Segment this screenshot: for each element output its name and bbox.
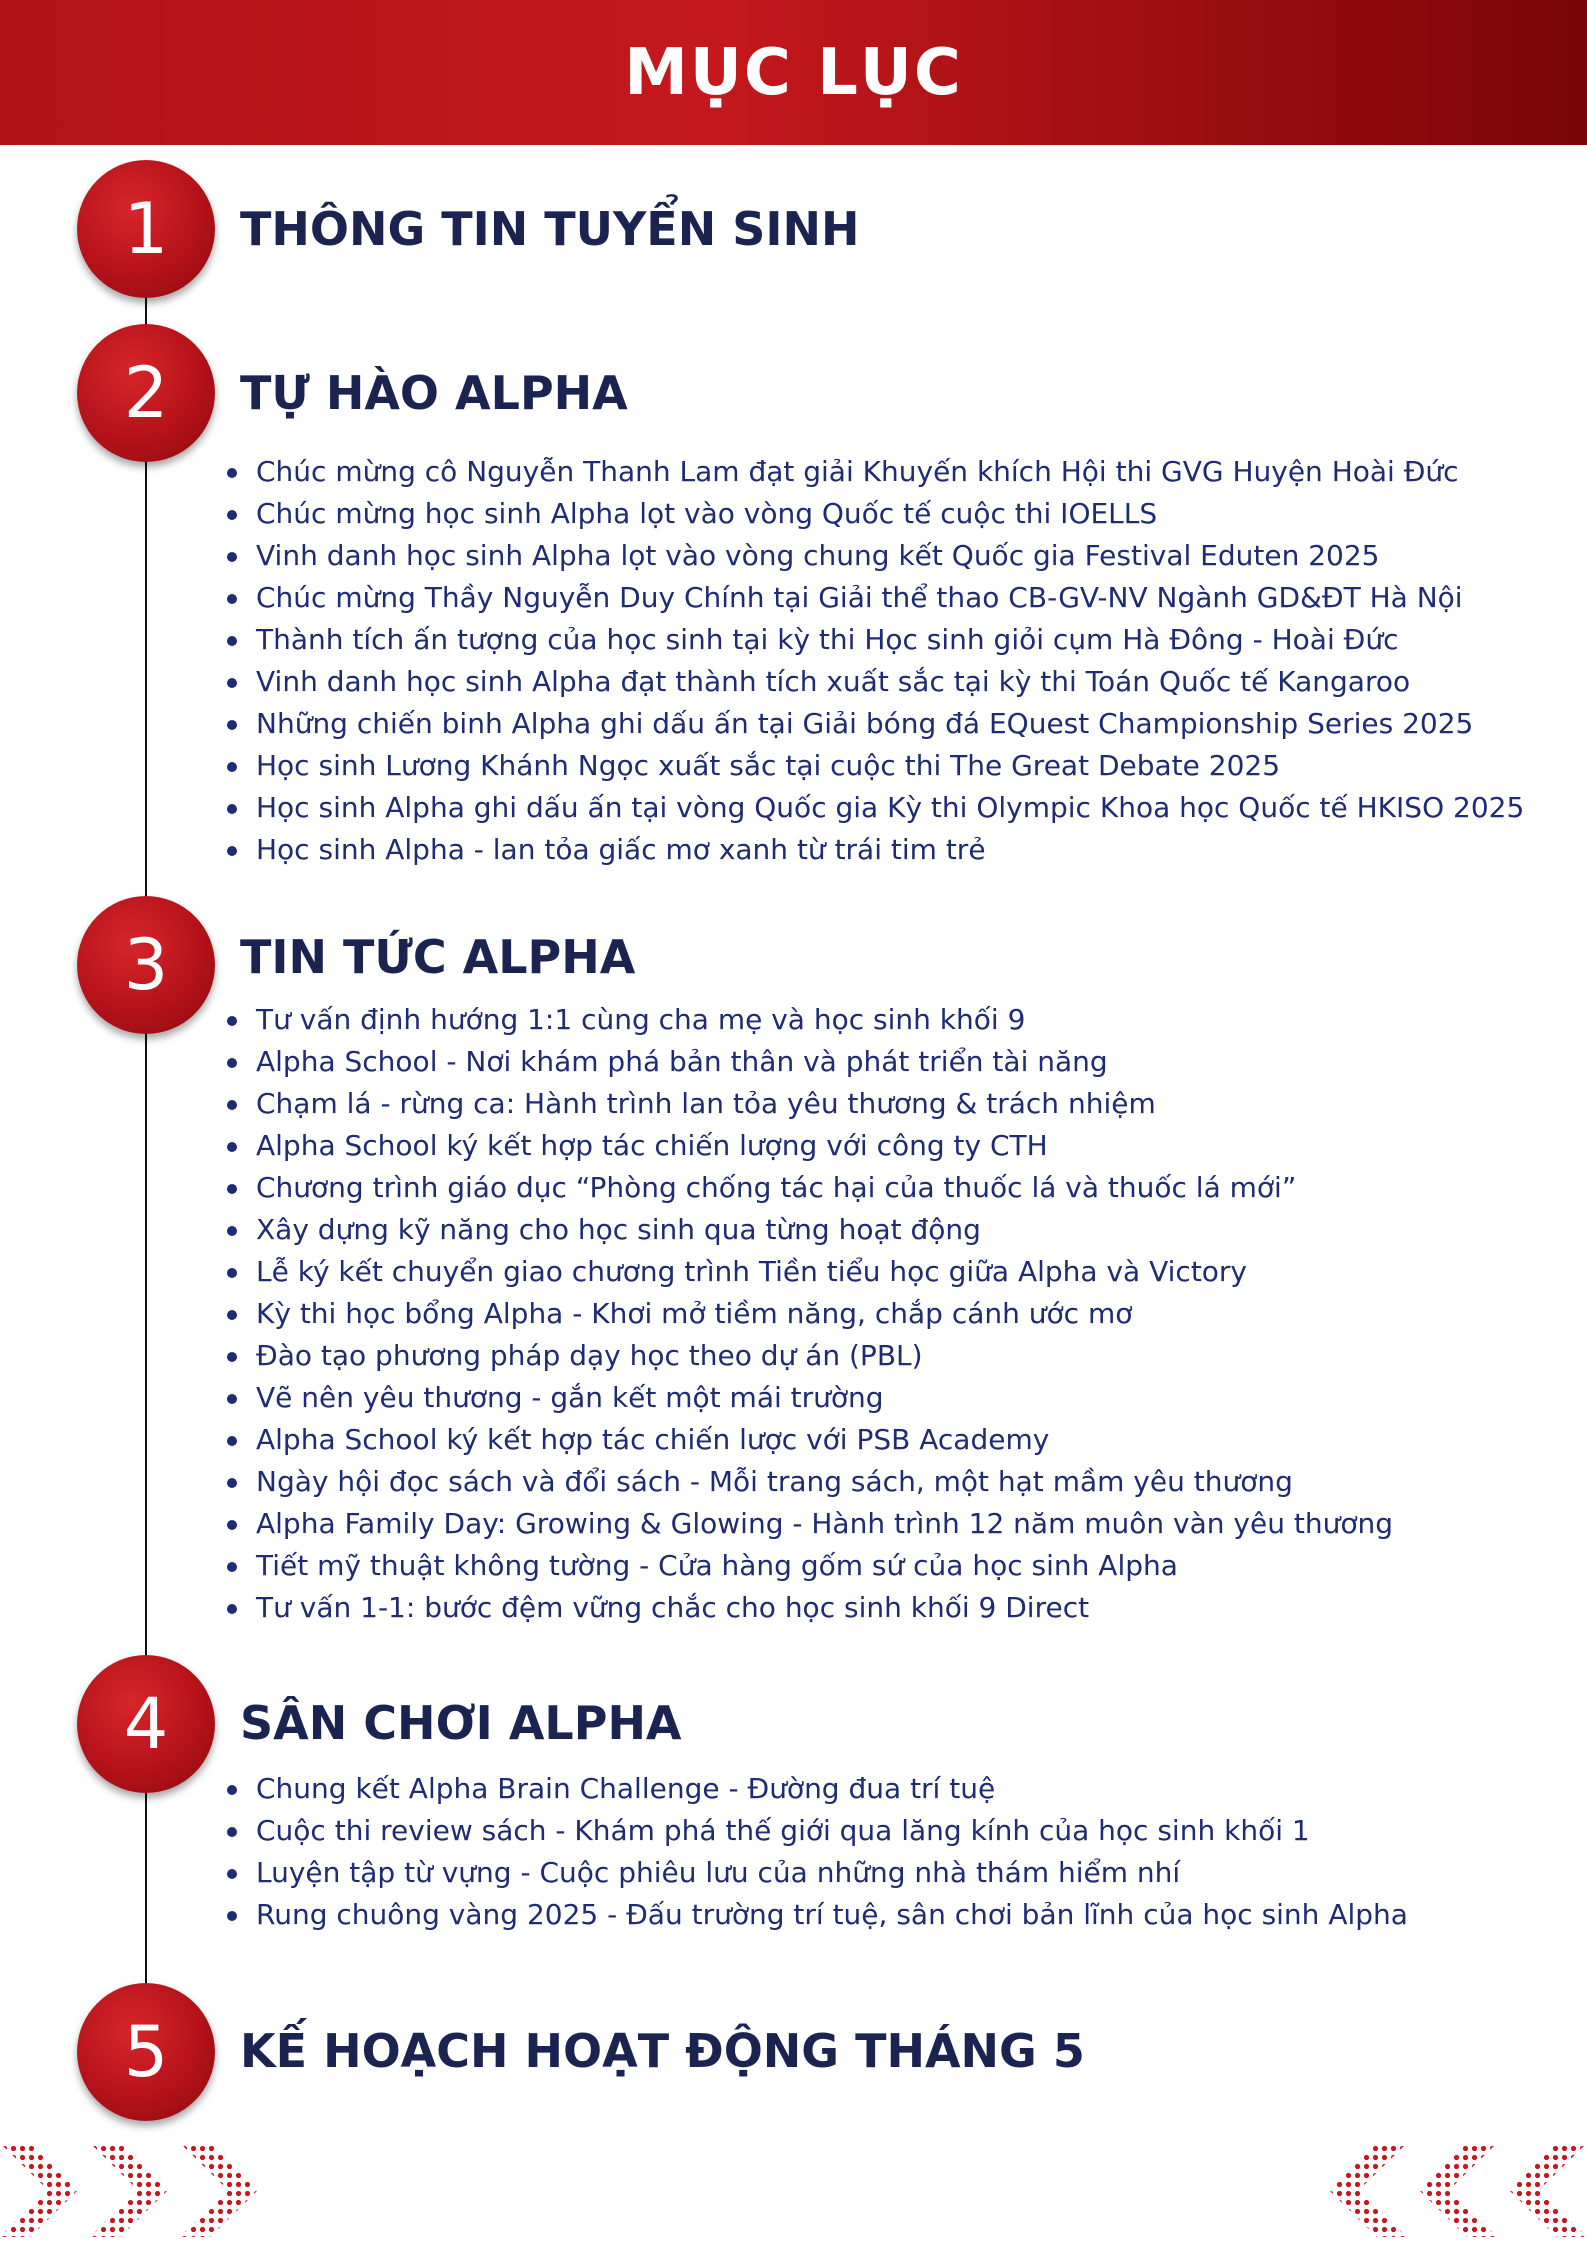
section-heading[interactable]: KẾ HOẠCH HOẠT ĐỘNG THÁNG 5 xyxy=(240,2024,1085,2078)
section-heading[interactable]: TIN TỨC ALPHA xyxy=(240,930,636,984)
list-item[interactable]: Xây dựng kỹ năng cho học sinh qua từng hoạt động xyxy=(220,1209,1393,1251)
list-item[interactable]: Alpha Family Day: Growing & Glowing - Hành trình 12 năm muôn vàn yêu thương xyxy=(220,1503,1393,1545)
list-item[interactable]: Chúc mừng học sinh Alpha lọt vào vòng Quốc tế cuộc thi IOELLS xyxy=(220,493,1524,535)
list-item[interactable]: Alpha School - Nơi khám phá bản thân và phát triển tài năng xyxy=(220,1041,1393,1083)
list-item[interactable]: Chung kết Alpha Brain Challenge - Đường đua trí tuệ xyxy=(220,1768,1408,1810)
section-item-list xyxy=(220,1768,1408,1936)
list-item[interactable]: Chương trình giáo dục “Phòng chống tác hại của thuốc lá và thuốc lá mới” xyxy=(220,1167,1393,1209)
dotted-chevron-decoration-right xyxy=(1317,2135,1587,2245)
list-item[interactable]: Kỳ thi học bổng Alpha - Khơi mở tiềm năng, chắp cánh ước mơ xyxy=(220,1293,1393,1335)
list-item[interactable]: Vẽ nên yêu thương - gắn kết một mái trường xyxy=(220,1377,1393,1419)
list-item[interactable]: Tư vấn 1-1: bước đệm vững chắc cho học sinh khối 9 Direct xyxy=(220,1587,1393,1629)
list-item[interactable]: Những chiến binh Alpha ghi dấu ấn tại Giải bóng đá EQuest Championship Series 2025 xyxy=(220,703,1524,745)
list-item[interactable]: Luyện tập từ vựng - Cuộc phiêu lưu của những nhà thám hiểm nhí xyxy=(220,1852,1408,1894)
list-item[interactable]: Học sinh Alpha ghi dấu ấn tại vòng Quốc gia Kỳ thi Olympic Khoa học Quốc tế HKISO 2025 xyxy=(220,787,1524,829)
section-number-badge: 3 xyxy=(77,896,215,1034)
section-heading[interactable]: TỰ HÀO ALPHA xyxy=(240,366,628,420)
list-item[interactable]: Lễ ký kết chuyển giao chương trình Tiền tiểu học giữa Alpha và Victory xyxy=(220,1251,1393,1293)
section-item-list xyxy=(220,451,1524,871)
list-item[interactable]: Chúc mừng cô Nguyễn Thanh Lam đạt giải Khuyến khích Hội thi GVG Huyện Hoài Đức xyxy=(220,451,1524,493)
section-number-badge: 5 xyxy=(77,1983,215,2121)
list-item[interactable]: Vinh danh học sinh Alpha lọt vào vòng chung kết Quốc gia Festival Eduten 2025 xyxy=(220,535,1524,577)
list-item[interactable]: Tiết mỹ thuật không tường - Cửa hàng gốm sứ của học sinh Alpha xyxy=(220,1545,1393,1587)
list-item[interactable]: Ngày hội đọc sách và đổi sách - Mỗi trang sách, một hạt mầm yêu thương xyxy=(220,1461,1393,1503)
section-number-badge: 4 xyxy=(77,1655,215,1793)
page-title: MỤC LỤC xyxy=(624,35,963,110)
header-banner xyxy=(0,0,1587,145)
list-item[interactable]: Vinh danh học sinh Alpha đạt thành tích xuất sắc tại kỳ thi Toán Quốc tế Kangaroo xyxy=(220,661,1524,703)
list-item[interactable]: Thành tích ấn tượng của học sinh tại kỳ thi Học sinh giỏi cụm Hà Đông - Hoài Đức xyxy=(220,619,1524,661)
list-item[interactable]: Chúc mừng Thầy Nguyễn Duy Chính tại Giải thể thao CB-GV-NV Ngành GD&ĐT Hà Nội xyxy=(220,577,1524,619)
section-item-list xyxy=(220,999,1393,1629)
list-item[interactable]: Alpha School ký kết hợp tác chiến lược với PSB Academy xyxy=(220,1419,1393,1461)
dotted-chevron-decoration-left xyxy=(0,2135,270,2245)
section-number-badge: 2 xyxy=(77,324,215,462)
list-item[interactable]: Chạm lá - rừng ca: Hành trình lan tỏa yêu thương & trách nhiệm xyxy=(220,1083,1393,1125)
section-heading[interactable]: SÂN CHƠI ALPHA xyxy=(240,1696,682,1750)
list-item[interactable]: Học sinh Alpha - lan tỏa giấc mơ xanh từ trái tim trẻ xyxy=(220,829,1524,871)
list-item[interactable]: Học sinh Lương Khánh Ngọc xuất sắc tại cuộc thi The Great Debate 2025 xyxy=(220,745,1524,787)
list-item[interactable]: Alpha School ký kết hợp tác chiến lượng với công ty CTH xyxy=(220,1125,1393,1167)
list-item[interactable]: Cuộc thi review sách - Khám phá thế giới qua lăng kính của học sinh khối 1 xyxy=(220,1810,1408,1852)
section-number-badge: 1 xyxy=(77,160,215,298)
list-item[interactable]: Rung chuông vàng 2025 - Đấu trường trí tuệ, sân chơi bản lĩnh của học sinh Alpha xyxy=(220,1894,1408,1936)
list-item[interactable]: Đào tạo phương pháp dạy học theo dự án (PBL) xyxy=(220,1335,1393,1377)
list-item[interactable]: Tư vấn định hướng 1:1 cùng cha mẹ và học sinh khối 9 xyxy=(220,999,1393,1041)
section-heading[interactable]: THÔNG TIN TUYỂN SINH xyxy=(240,202,860,256)
